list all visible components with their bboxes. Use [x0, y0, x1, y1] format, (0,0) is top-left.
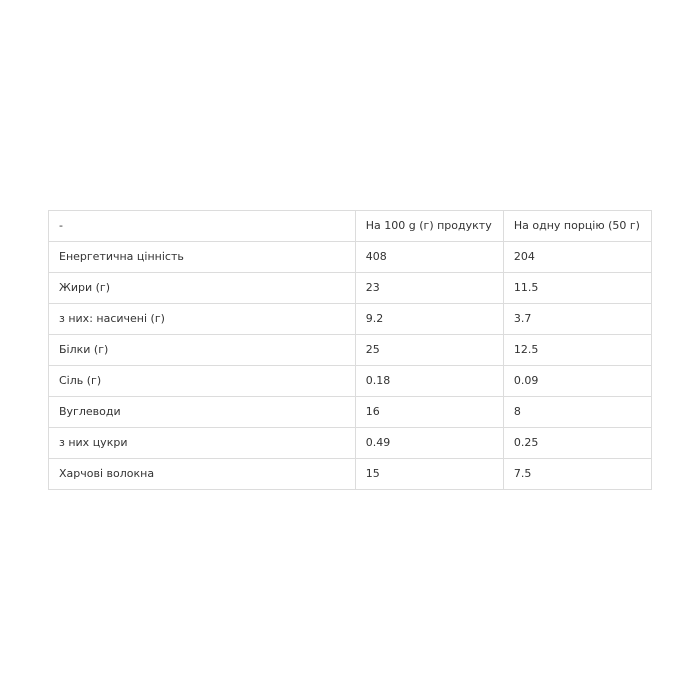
nutrition-table [48, 210, 652, 490]
value-per-portion: 11.5 [503, 273, 651, 304]
header-cell-per-100g: На 100 g (г) продукту [355, 211, 503, 242]
table-row [49, 335, 652, 366]
nutrient-label: Жири (г) [49, 273, 356, 304]
value-per-100g: 9.2 [355, 304, 503, 335]
table-row [49, 304, 652, 335]
value-per-portion: 7.5 [503, 459, 651, 490]
nutrient-label: Енергетична цінність [49, 242, 356, 273]
table-row [49, 459, 652, 490]
nutrient-label: з них цукри [49, 428, 356, 459]
value-per-100g: 0.49 [355, 428, 503, 459]
value-per-portion: 8 [503, 397, 651, 428]
value-per-100g: 23 [355, 273, 503, 304]
value-per-100g: 16 [355, 397, 503, 428]
value-per-portion: 12.5 [503, 335, 651, 366]
table-row [49, 366, 652, 397]
nutrient-label: Харчові волокна [49, 459, 356, 490]
table-row [49, 242, 652, 273]
value-per-portion: 0.09 [503, 366, 651, 397]
value-per-100g: 0.18 [355, 366, 503, 397]
value-per-100g: 15 [355, 459, 503, 490]
nutrient-label: Вуглеводи [49, 397, 356, 428]
table-row [49, 273, 652, 304]
table-row [49, 397, 652, 428]
header-cell-label: - [49, 211, 356, 242]
nutrient-label: з них: насичені (г) [49, 304, 356, 335]
header-cell-per-portion: На одну порцію (50 г) [503, 211, 651, 242]
table-row [49, 428, 652, 459]
table-header-row [49, 211, 652, 242]
value-per-portion: 3.7 [503, 304, 651, 335]
value-per-portion: 204 [503, 242, 651, 273]
nutrient-label: Білки (г) [49, 335, 356, 366]
nutrient-label: Сіль (г) [49, 366, 356, 397]
value-per-portion: 0.25 [503, 428, 651, 459]
value-per-100g: 25 [355, 335, 503, 366]
value-per-100g: 408 [355, 242, 503, 273]
